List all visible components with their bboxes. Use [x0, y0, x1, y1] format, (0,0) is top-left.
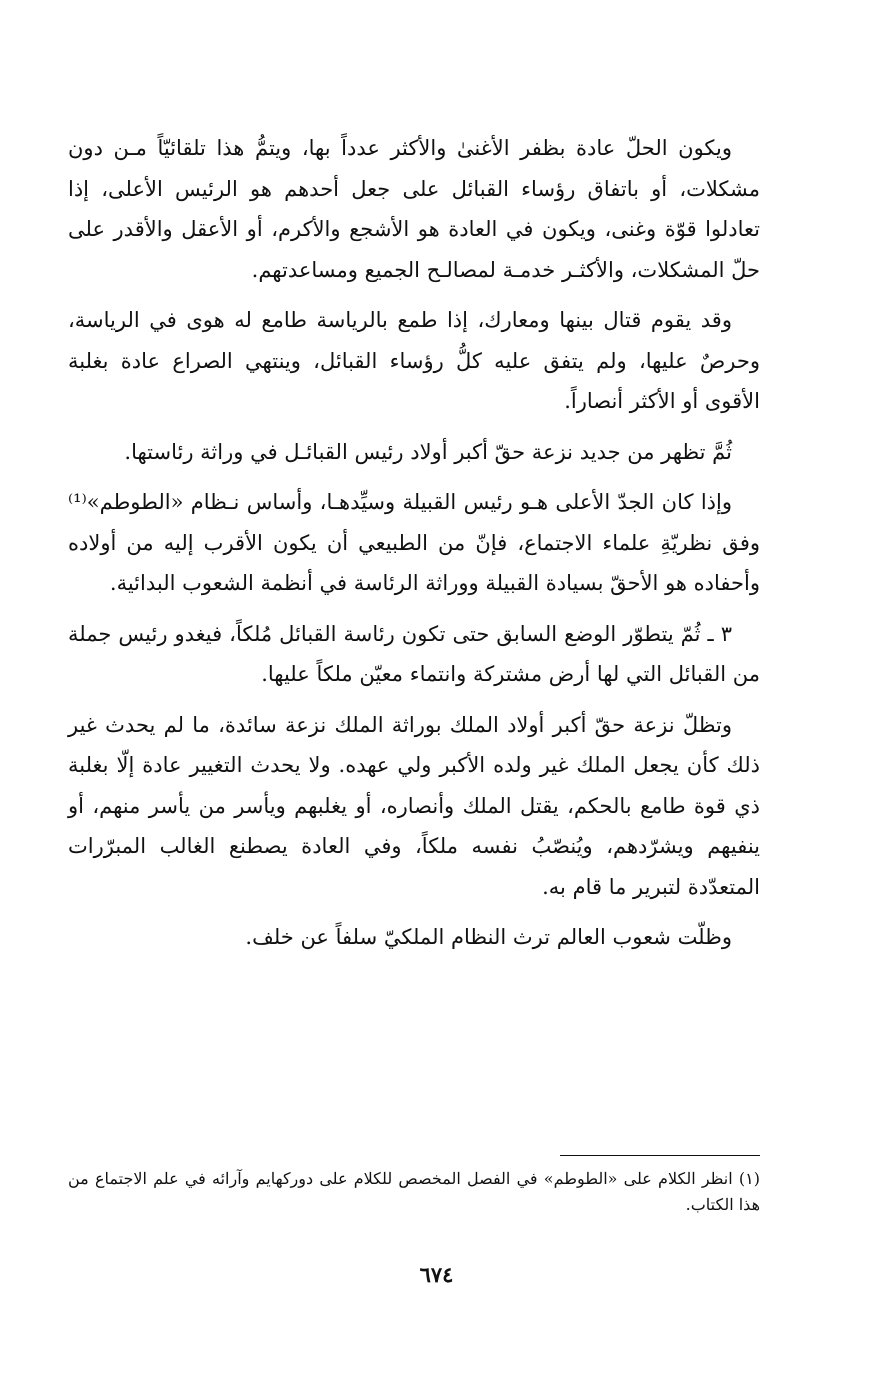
paragraph-2: وقد يقوم قتال بينها ومعارك، إذا طمع بالرياسة طامع له هوى في الرياسة، وحرصٌ عليها، ولم يتفق عليه كلُّ رؤساء القبائل، وينتهي الصراع عادة بغلبة الأقوى أو الأكثر أنصاراً.: [68, 308, 760, 413]
footnote: (١) انظر الكلام على «الطوطم» في الفصل المخصص للكلام على دوركهايم وآرائه في علم الاجتماع من هذا الكتاب.: [68, 1169, 760, 1214]
paragraph-6: وتظلّ نزعة حقّ أكبر أولاد الملك بوراثة الملك نزعة سائدة، ما لم يحدث غير ذلك كأن يجعل الملك غير ولده الأكبر ولي عهده. ولا يحدث التغيير عادة إلّا بغلبة ذي قوة طامع بالحكم، يقتل الملك وأنصاره، أو يغلبهم ويأسر من يأسر منهم، أو ينفيهم ويشرّدهم، ويُنصّبُ نفسه ملكاً، وفي العادة يصطنع الغالب المبرّرات المتعدّدة لتبرير ما قام به.: [68, 712, 760, 899]
page-body: [68, 128, 760, 968]
paragraph-5: ٣ ـ ثُمّ يتطوّر الوضع السابق حتى تكون رئاسة القبائل مُلكاً، فيغدو رئيس جملة من القبائل التي لها أرض مشتركة وانتماء معيّن ملكاً عليها.: [68, 621, 760, 686]
paragraph-7: وظلّت شعوب العالم ترث النظام الملكيّ سلفاً عن خلف.: [245, 925, 732, 949]
page-number: ٦٧٤: [419, 1262, 454, 1287]
paragraph-4: وإذا كان الجدّ الأعلى هـو رئيس القبيلة وسيِّدهـا، وأساس نـظام «الطوطم»⁽¹⁾ وفق نظريّةِ علماء الاجتماع، فإنّ من الطبيعي أن يكون الأقرب إليه من أولاده وأحفاده هو الأحقّ بسيادة القبيلة ووراثة الرئاسة في أنظمة الشعوب البدائية.: [68, 490, 760, 595]
paragraph-3: ثُمَّ تظهر من جديد نزعة حقّ أكبر أولاد رئيس القبائـل في وراثة رئاستها.: [124, 439, 732, 464]
footnote-divider: [560, 1155, 760, 1156]
paragraph-1: ويكون الحلّ عادة بظفر الأغنىٰ والأكثر عدداً بها، ويتمُّ هذا تلقائيّاً مـن دون مشكلات، أو باتفاق رؤساء القبائل على جعل أحدهم هو الرئيس الأعلى، إذا تعادلوا قوّة وغنى، ويكون في العادة هو الأشجع والأكرم، أو الأعقل والأقدر على حلّ المشكلات، والأكثـر خدمـة لمصالـح الجميع ومساعدتهم.: [68, 136, 760, 282]
